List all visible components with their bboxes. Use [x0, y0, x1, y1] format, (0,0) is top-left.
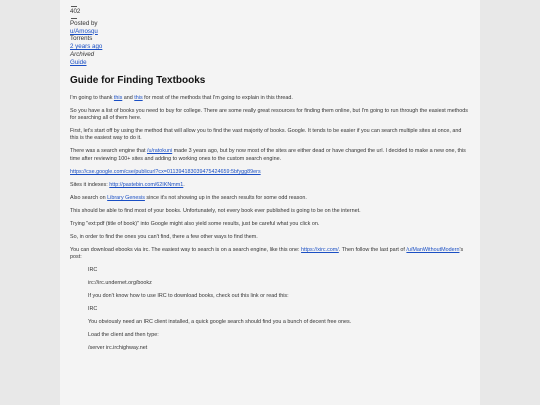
quote-line: irc://irc.undernet.org/bookz — [88, 280, 152, 287]
text: since it's not showing up in the search results for some odd reason. — [144, 194, 307, 201]
author-link[interactable]: u/Amosqu — [70, 27, 98, 35]
paragraph — [70, 195, 470, 202]
quote-line: IRC — [88, 267, 98, 274]
text: . Then follow the last part of — [338, 246, 407, 253]
xirc-link[interactable]: https://xirc.com/ — [301, 246, 339, 253]
post-age-link[interactable]: 2 years ago — [70, 43, 103, 51]
text: I'm going to thank — [70, 94, 114, 101]
post-content — [70, 4, 470, 358]
text: and — [122, 94, 135, 101]
posted-by-label: Posted by — [70, 19, 98, 27]
subreddit-name: Torrents — [70, 35, 93, 43]
quote-line: You obviously need an IRC client installed, a quick google search should find you a bunch of decent free ones. — [88, 319, 352, 326]
quote-line: /server irc.irchighway.net — [88, 345, 148, 352]
quote-line: IRC — [88, 306, 98, 313]
text: There was a search engine that — [70, 148, 148, 155]
post-title: Guide for Finding Textbooks — [70, 74, 206, 86]
paragraph — [70, 169, 470, 176]
upvote-icon[interactable] — [71, 6, 77, 7]
score: 402 — [70, 8, 81, 15]
paragraph — [70, 95, 470, 102]
user-link[interactable]: /u/ratokuni — [147, 148, 173, 155]
paragraph: So, in order to find the ones you can't find, there a few other ways to find them. — [70, 233, 258, 240]
paragraph — [70, 148, 470, 163]
text: You can download ebooks via irc. The easiest way to search is on a search engine, like this one: — [70, 246, 302, 253]
blockquote — [70, 267, 470, 352]
post-body — [70, 95, 470, 353]
archived-label: Archived — [70, 50, 95, 58]
paragraph: First, let's start off by using the method that will allow you to find the vast majority of books. Google. It tends to be easier if you can search multiple sites at once, and this is the easiest way to do it. — [70, 127, 462, 142]
library-genesis-link[interactable]: Library Genesis — [107, 194, 145, 201]
paragraph: This should be able to find most of your books. Unfortunately, not every book ever published is going to be on the internet. — [70, 207, 361, 214]
quote-line: Load the client and then type: — [88, 332, 159, 339]
text: Sites it indexes: — [70, 181, 110, 188]
paragraph: So you have a list of books you need to buy for college. There are some really great resources for finding them online, but I'm going to run through the easiest methods for searching all of them here. — [70, 107, 468, 121]
pastebin-link[interactable]: http://pastebin.com/62IKNmm1 — [109, 181, 184, 188]
text: . — [183, 181, 185, 188]
paragraph — [70, 247, 470, 262]
paragraph — [70, 182, 470, 189]
post-meta — [70, 6, 470, 67]
thanks-link-1[interactable]: this — [113, 94, 123, 101]
text: 's post: — [70, 246, 464, 261]
quote-line: If you don't know how to use IRC to download books, check out this link or read this: — [88, 293, 289, 300]
text: made 3 years ago, but by now most of the sites are either dead or have changed the url. I decided to make a new one, this time after reviewing 100+ sites and adding to working ones to the custom search engine. — [70, 148, 466, 162]
flair-link[interactable]: Guide — [70, 58, 87, 66]
thanks-link-2[interactable]: this — [134, 94, 143, 101]
post-page — [60, 0, 480, 405]
text: Also search on — [70, 194, 108, 201]
user-link[interactable]: /u/ManWithoutModern — [406, 246, 460, 253]
paragraph: Trying "ext:pdf (title of book)" into Google might also yield some results, just be careful what you click on. — [70, 220, 320, 227]
text: for most of the methods that I'm going to explain in this thread. — [142, 94, 293, 101]
custom-search-link[interactable]: https://cse.google.com/cse/publicurl?cx=011394183039475424659:5bfygg89ers — [70, 168, 261, 175]
downvote-icon[interactable] — [71, 18, 77, 19]
